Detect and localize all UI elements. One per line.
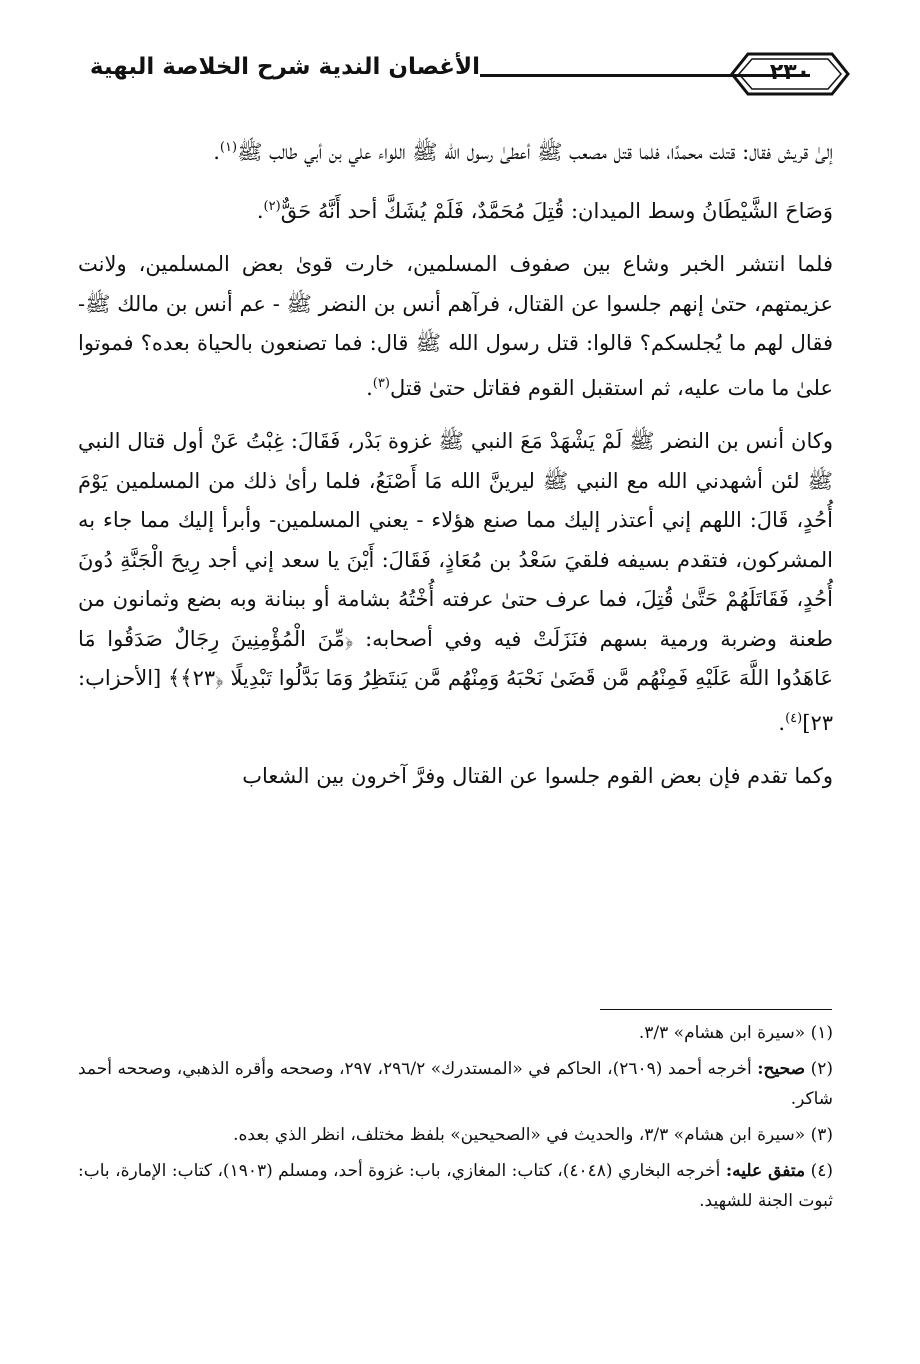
footnote-ref: (١)	[219, 140, 238, 155]
footnote-3: (٣) «سيرة ابن هشام» ٣/٣، والحديث في «الصحيحين» بلفظ مختلف، انظر الذي بعده.	[233, 1125, 833, 1145]
footnotes	[78, 1018, 833, 1222]
page-number: ٢٣٠	[769, 60, 811, 85]
paragraph: إلىٰ قريش فقال: قتلت محمدًا، فلما قتل مصعب ﷺ أعطىٰ رسول الله ﷺ اللواء علي بن أبي طالب ﷺ$^{(١)}$.	[213, 140, 833, 164]
paragraph: وكان أنس بن النضر ﷺ لَمْ يَشْهَدْ مَعَ النبي ﷺ غزوة بَدْر، فَقَالَ: غِبْتُ عَنْ أول قتال النبي ﷺ لئن أشهدني الله مع النبي ﷺ ليرينَّ الله مَا أَصْنَعُ، فلما رأىٰ ذلك من المسلمين يَوْمَ أُحُدٍ، قَالَ: اللهم إني أعتذر إليك مما صنع هؤلاء - يعني المسلمين- وأبرأ إليك مما جاء به المشركون، فتقدم بسيفه فلقيَ سَعْدُ بن مُعَاذٍ، فَقَالَ: أَيْنَ يا سعد إني أجد رِيحَ الْجَنَّةِ دُونَ أُحُدٍ، فَقَاتَلَهُمْ حَتَّىٰ قُتِلَ، فما عرف حتىٰ عرفته أُخْتُهُ بشامة أو ببنانة وبه بضع وثمانون من طعنة وضربة ورمية بسهم فنَزَلَتْ فيه وفي أصحابه: ﴿مِّنَ الْمُؤْمِنِينَ رِجَالٌ صَدَقُوا مَا عَاهَدُوا اللَّهَ عَلَيْهِ فَمِنْهُم مَّن قَضَىٰ نَحْبَهُ وَمِنْهُم مَّن يَنتَظِرُ وَمَا بَدَّلُوا تَبْدِيلًا ﴿٢٣﴾﴾ [الأحزاب: ٢٣]$^{(٤)}$.	[78, 429, 833, 735]
paragraph: وَصَاحَ الشَّيْطَانُ وسط الميدان: قُتِلَ مُحَمَّدٌ، فَلَمْ يُشَكَّ أحد أَنَّهُ حَقٌّ$^{(٢)}$.	[256, 198, 833, 223]
footnote-ref: (٤)	[785, 710, 803, 726]
paragraph: وكما تقدم فإن بعض القوم جلسوا عن القتال وفرَّ آخرون بين الشعاب	[242, 764, 833, 788]
header-title: الأغصان الندية شرح الخلاصة البهية	[89, 54, 480, 80]
main-text	[78, 128, 833, 811]
footnote-separator	[600, 1009, 832, 1010]
footnote-ref: (٣)	[372, 375, 390, 391]
page-number-badge	[730, 52, 850, 96]
paragraph: فلما انتشر الخبر وشاع بين صفوف المسلمين، خارت قوىٰ بعض المسلمين، ولانت عزيمتهم، حتىٰ إنهم جلسوا عن القتال، فرآهم أنس بن النضر ﷺ - عم أنس بن مالك ﷺ- فقال لهم ما يُجلسكم؟ قالوا: قتل رسول الله ﷺ قال: فما تصنعون بالحياة بعده؟ فموتوا علىٰ ما مات عليه، ثم استقبل القوم فقاتل حتىٰ قتل$^{(٣)}$.	[78, 252, 833, 400]
footnote-4: (٤) متفق عليه: أخرجه البخاري (٤٠٤٨)، كتاب: المغازي، باب: غزوة أحد، ومسلم (١٩٠٣)، كتاب: الإمارة، باب: ثبوت الجنة للشهيد.	[78, 1161, 833, 1211]
footnote-1: (١) «سيرة ابن هشام» ٣/٣.	[638, 1023, 833, 1043]
footnote-2: (٢) صحيح: أخرجه أحمد (٢٦٠٩)، الحاكم في «المستدرك» ٢٩٦/٢، ٢٩٧، وصححه وأقره الذهبي، وصححه أحمد شاكر.	[78, 1059, 834, 1109]
running-header	[70, 52, 860, 100]
footnote-ref: (٢)	[263, 198, 281, 214]
